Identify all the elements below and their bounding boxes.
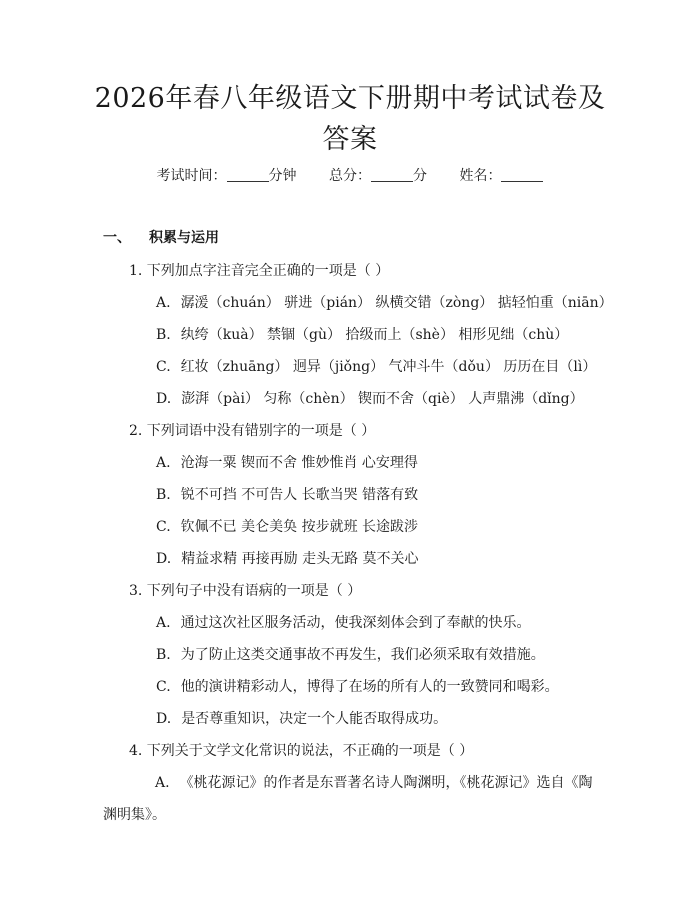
exam-time-blank xyxy=(227,167,269,182)
total-score-label: 总分： xyxy=(329,168,371,184)
option-letter: C. xyxy=(156,679,171,695)
total-score-blank xyxy=(371,167,413,182)
question-option xyxy=(156,549,419,569)
option-text: 澎湃（pài） 匀称（chèn） 锲而不舍（qiè） 人声鼎沸（dǐng） xyxy=(181,391,584,407)
question-option xyxy=(156,325,568,345)
option-text: 他的演讲精彩动人，博得了在场的所有人的一致赞同和喝彩。 xyxy=(180,679,559,695)
option-letter: A. xyxy=(156,455,171,471)
student-name-field xyxy=(459,168,543,184)
question-option xyxy=(156,709,447,729)
option-text: 纨绔（kuà） 禁锢（gù） 拾级而上（shè） 相形见绌（chù） xyxy=(180,327,569,343)
question-option xyxy=(156,453,418,473)
exam-time-field xyxy=(157,168,297,184)
option-text: 潺湲（chuán） 骈进（pián） 纵横交错（zòng） 掂轻怕重（niān） xyxy=(180,295,613,311)
student-name-blank xyxy=(501,167,543,182)
question-option xyxy=(156,485,418,505)
question-stem: 2. 下列词语中没有错别字的一项是（ ） xyxy=(129,423,376,439)
option-text: 是否尊重知识，决定一个人能否取得成功。 xyxy=(181,711,448,727)
option-letter: B. xyxy=(156,327,171,343)
option-letter: A. xyxy=(156,295,171,311)
total-score-unit: 分 xyxy=(413,168,427,184)
question-option xyxy=(156,645,545,665)
option-text: 锐不可挡 不可告人 长歌当哭 错落有致 xyxy=(180,487,419,503)
option-text: 钦佩不已 美仑美奂 按步就班 长途跋涉 xyxy=(180,519,419,535)
question-option xyxy=(156,357,596,377)
option-text: 精益求精 再接再励 走头无路 莫不关心 xyxy=(181,551,419,567)
total-score-field xyxy=(329,168,427,184)
question-option xyxy=(156,293,613,313)
option-text: 红妆（zhuāng） 迥异（jiǒng） 气冲斗牛（dǒu） 历历在目（lì） xyxy=(180,359,597,375)
option-text: 为了防止这类交通事故不再发生，我们必须采取有效措施。 xyxy=(180,647,545,663)
option-letter: D. xyxy=(156,391,172,407)
exam-title: 2026年春八年级语文下册期中考试试卷及答案 xyxy=(94,83,606,155)
question-stem: 1. 下列加点字注音完全正确的一项是（ ） xyxy=(129,263,390,279)
option-letter: A. xyxy=(156,615,171,631)
question-stem: 4. 下列关于文学文化常识的说法，不正确的一项是（ ） xyxy=(129,743,474,759)
option-text: 《桃花源记》的作者是东晋著名诗人陶渊明，《桃花源记》选自《陶渊明集》。 xyxy=(103,775,593,823)
option-letter: B. xyxy=(156,487,171,503)
option-letter: D. xyxy=(156,711,172,727)
option-text: 通过这次社区服务活动，使我深刻体会到了奉献的快乐。 xyxy=(180,615,531,631)
question-option xyxy=(156,389,584,409)
exam-info-line xyxy=(0,166,700,186)
section-number: 一、 xyxy=(103,230,131,246)
question-option xyxy=(156,677,559,697)
question-option xyxy=(156,613,531,633)
option-text: 沧海一粟 锲而不舍 惟妙惟肖 心安理得 xyxy=(180,455,418,471)
question-option xyxy=(103,767,593,831)
option-letter: A. xyxy=(155,775,170,791)
exam-time-label: 考试时间： xyxy=(156,168,227,184)
section-title: 积累与运用 xyxy=(149,230,219,246)
section-heading xyxy=(103,228,219,248)
option-letter: C. xyxy=(156,519,171,535)
option-letter: C. xyxy=(156,359,171,375)
option-letter: D. xyxy=(156,551,172,567)
question-stem: 3. 下列句子中没有语病的一项是（ ） xyxy=(129,583,362,599)
exam-time-unit: 分钟 xyxy=(268,168,297,184)
question-option xyxy=(156,517,418,537)
student-name-label: 姓名： xyxy=(459,168,502,184)
option-letter: B. xyxy=(156,647,171,663)
